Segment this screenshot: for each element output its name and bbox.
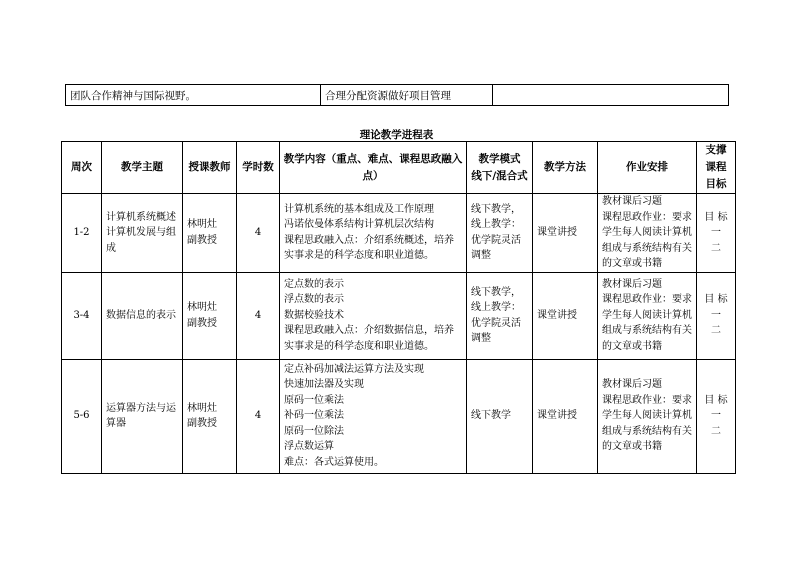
top-table — [65, 84, 729, 106]
content-cell — [280, 194, 467, 273]
header-topic: 教学主题 — [102, 142, 183, 194]
schedule-title: 理论教学进程表 — [359, 129, 434, 141]
method-cell: 课堂讲授 — [533, 194, 598, 273]
content-line: 课程思政融入点：介绍数据信息，培养实事求是的科学态度和职业道德。 — [284, 325, 454, 352]
content-line: 补码一位乘法 — [284, 410, 344, 422]
header-week: 周次 — [62, 142, 102, 194]
content-cell — [280, 272, 467, 359]
hours-cell: 4 — [237, 194, 280, 273]
target-cell: 目 标 一 二 — [697, 272, 736, 359]
week-cell: 1-2 — [62, 194, 102, 273]
content-line: 定点补码加减法运算方法及实现 — [284, 363, 424, 375]
topic-cell: 数据信息的表示 — [102, 272, 183, 359]
header-hours: 学时数 — [237, 142, 280, 194]
content-line: 难点：各式运算使用。 — [284, 456, 384, 468]
content-line: 快速加法器及实现 — [284, 379, 364, 391]
mode-cell: 线下教学 — [467, 359, 533, 473]
header-method: 教学方法 — [533, 142, 598, 194]
hours-cell: 4 — [237, 272, 280, 359]
teacher-cell: 林明灶 副教授 — [183, 272, 237, 359]
content-line: 计算机系统的基本组成及工作原理 — [284, 203, 434, 215]
top-cell-1: 团队合作精神与国际视野。 — [66, 85, 321, 106]
content-line: 浮点数运算 — [284, 441, 334, 453]
content-line: 原码一位除法 — [284, 425, 344, 437]
assignment-cell: 教材课后习题 课程思政作业：要求学生每人阅读计算机组成与系统结构有关的文章或书籍 — [598, 359, 697, 473]
teacher-cell: 林明灶 副教授 — [183, 359, 237, 473]
header-content: 教学内容（重点、难点、课程思政融入点） — [280, 142, 467, 194]
header-row — [62, 142, 736, 194]
topic-cell: 计算机系统概述 计算机发展与组成 — [102, 194, 183, 273]
topic-cell: 运算器方法与运算器 — [102, 359, 183, 473]
table-row — [66, 85, 729, 106]
header-target: 支撑 课程 目标 — [697, 142, 736, 194]
content-cell — [280, 359, 467, 473]
content-line: 课程思政融入点：介绍系统概述，培养实事求是的科学态度和职业道德。 — [284, 234, 454, 262]
mode-cell: 线下教学， 线上教学：优学院灵活调整 — [467, 272, 533, 359]
table-row — [62, 194, 736, 273]
teacher-cell: 林明灶 副教授 — [183, 194, 237, 273]
method-cell: 课堂讲授 — [533, 359, 598, 473]
week-cell: 3-4 — [62, 272, 102, 359]
target-cell: 目 标 一 二 — [697, 359, 736, 473]
content-line: 定点数的表示 — [284, 278, 344, 290]
content-line: 数据校验技术 — [284, 309, 344, 321]
assignment-cell: 教材课后习题 课程思政作业：要求学生每人阅读计算机组成与系统结构有关的文章或书籍 — [598, 194, 697, 273]
method-cell: 课堂讲授 — [533, 272, 598, 359]
header-mode: 教学模式 线下/混合式 — [467, 142, 533, 194]
content-line: 原码一位乘法 — [284, 394, 344, 406]
table-row — [62, 359, 736, 473]
schedule-table — [61, 141, 736, 474]
header-teacher: 授课教师 — [183, 142, 237, 194]
content-line: 浮点数的表示 — [284, 294, 344, 306]
content-line: 冯诺依曼体系结构计算机层次结构 — [284, 219, 434, 231]
top-cell-3 — [493, 85, 729, 106]
assignment-cell: 教材课后习题 课程思政作业：要求学生每人阅读计算机组成与系统结构有关的文章或书籍 — [598, 272, 697, 359]
week-cell: 5-6 — [62, 359, 102, 473]
header-assignment: 作业安排 — [598, 142, 697, 194]
mode-cell: 线下教学， 线上教学：优学院灵活调整 — [467, 194, 533, 273]
target-cell: 目 标 一 二 — [697, 194, 736, 273]
hours-cell: 4 — [237, 359, 280, 473]
top-cell-2: 合理分配资源做好项目管理 — [321, 85, 493, 106]
table-row — [62, 272, 736, 359]
